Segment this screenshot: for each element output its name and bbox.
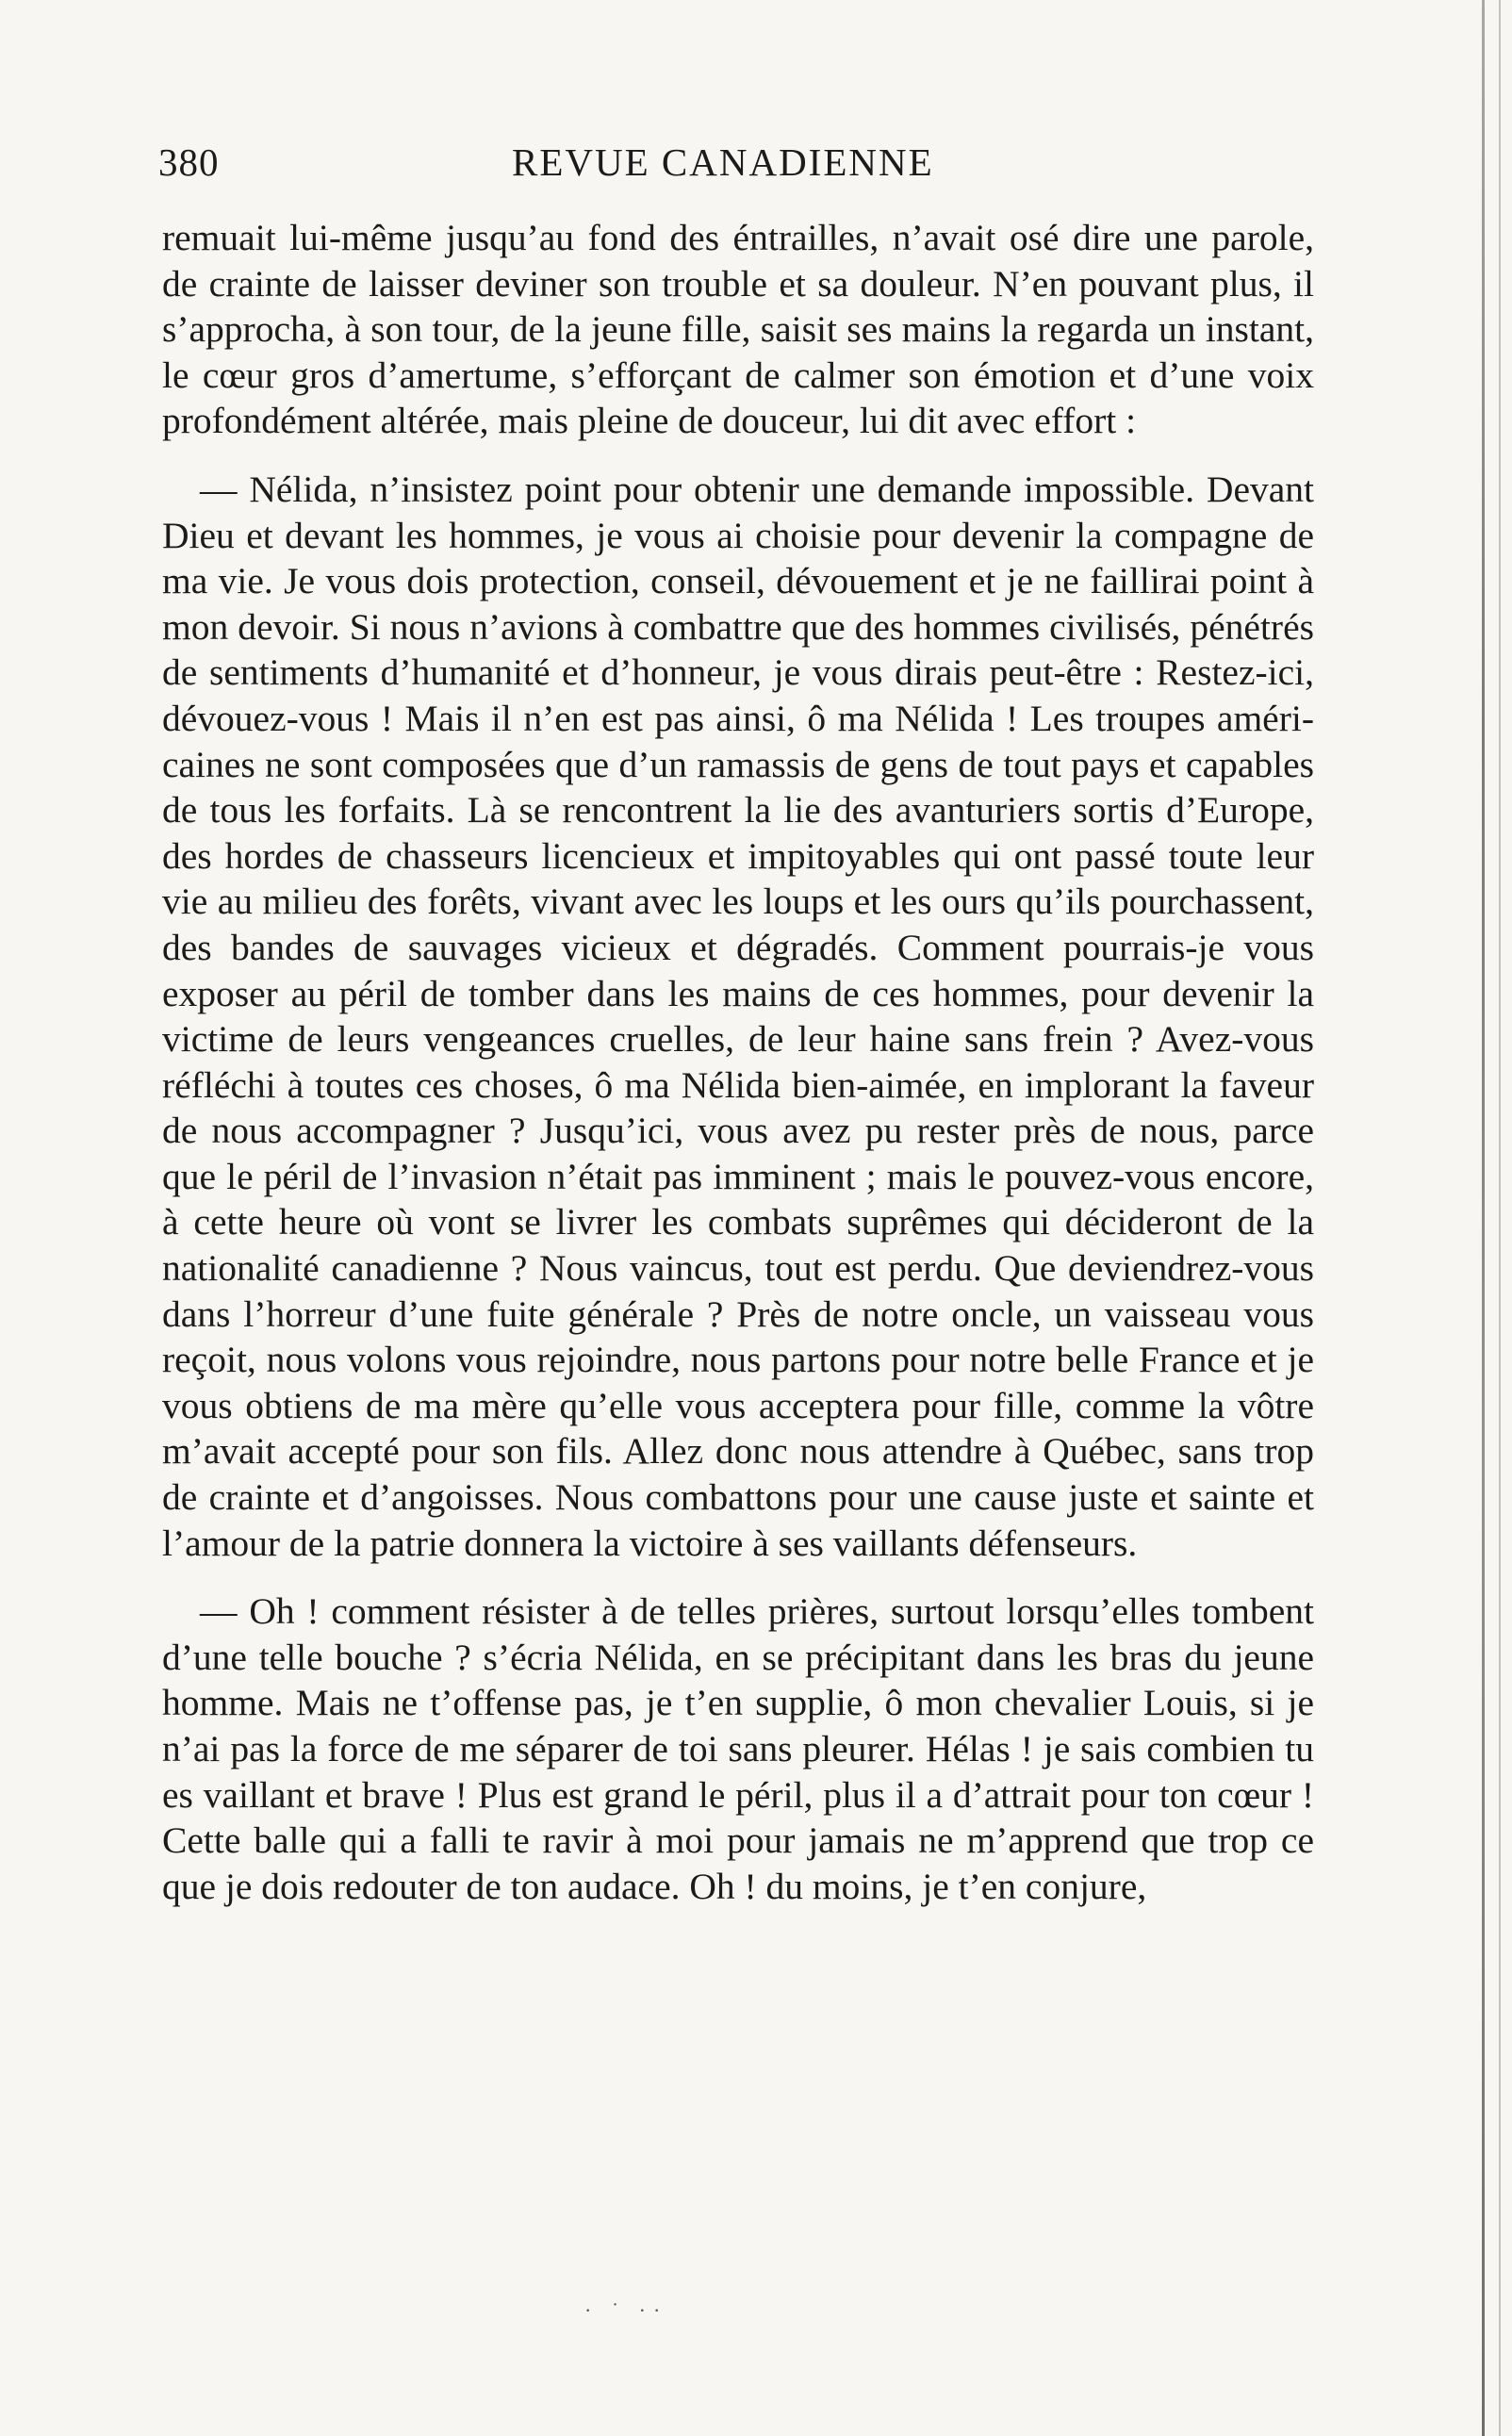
page-edge-line (1499, 0, 1501, 2436)
body-text (162, 215, 1314, 1909)
page-number: 380 (158, 140, 220, 184)
paragraph-continuation: remuait lui-même jusqu’au fond des éntrailles, n’avait osé dire une parole, de crainte de laisser deviner son trouble et sa douleur. N’en pouvant plus, il s’approcha, à son tour, de la jeune fille, saisit ses mains la regarda un instant, le cœur gros d’amertume, s’efforçant de calmer son émotion et d’une voix profondément altérée, mais pleine de douceur, lui dit avec effort : (162, 217, 1314, 442)
paragraph-louis-speech: — Nélida, n’insistez point pour obtenir une demande impossible. Devant Dieu et devant les hommes, je vous ai choisie pour devenir la compagne de ma vie. Je vous dois protection, conseil, dévouement et je ne faillirai point à mon devoir. Si nous n’avions à combattre que des hommes civilisés, pénétrés de sentiments d’humanité et d’honneur, je vous dirais peut-être : Restez-ici, dévouez-vous ! Mais il n’en est pas ainsi, ô ma Nélida ! Les troupes américaines ne sont composées que d’un ramassis de gens de tout pays et capables de tous les forfaits. Là se rencontrent la lie des avanturiers sortis d’Europe, des hordes de chasseurs licencieux et impitoyables qui ont passé toute leur vie au milieu des forêts, vivant avec les loups et les ours qu’ils pourchassent, des bandes de sauvages vicieux et dégradés. Comment pourrais-je vous exposer au péril de tomber dans les mains de ces hommes, pour devenir la victime de leurs vengeances cruelles, de leur haine sans frein ? Avez-vous réfléchi à toutes ces choses, ô ma Nélida bien-aimée, en implorant la faveur de nous accompagner ? Jusqu’ici, vous avez pu rester près de nous, parce que le péril de l’invasion n’était pas imminent ; mais le pouvez-vous encore, à cette heure où vont se livrer les combats suprêmes qui décideront de la nationalité canadienne ? Nous vaincus, tout est perdu. Que deviendrez-vous dans l’horreur d’une fuite générale ? Près de notre oncle, un vaisseau vous reçoit, nous volons vous rejoindre, nous partons pour notre belle France et je vous obtiens de ma mère qu’elle vous acceptera pour fille, comme la vôtre m’avait accepté pour son fils. Allez donc nous attendre à Québec, sans trop de crainte et d’angoisses. Nous combattons pour une cause juste et sainte et l’amour de la patrie donnera la victoire à ses vaillants défenseurs. (162, 468, 1314, 1564)
footer-specks: · ˙ ·· (584, 2298, 668, 2322)
running-head-title: REVUE CANADIENNE (512, 140, 934, 184)
paragraph-nelida-reply: — Oh ! comment résister à de telles prières, surtout lorsqu’elles tombent d’une telle bouche ? s’écria Nélida, en se précipitant dans les bras du jeune homme. Mais ne t’offense pas, je t’en supplie, ô mon chevalier Louis, si je n’ai pas la force de me séparer de toi sans pleurer. Hélas ! je sais combien tu es vaillant et brave ! Plus est grand le péril, plus il a d’attrait pour ton cœur ! Cette balle qui a falli te ravir à moi pour jamais ne m’apprend que trop ce que je dois redouter de ton audace. Oh ! du moins, je t’en conjure, (162, 1590, 1314, 1907)
page-header (158, 140, 1320, 196)
page-edge-shadow (1482, 0, 1485, 2436)
